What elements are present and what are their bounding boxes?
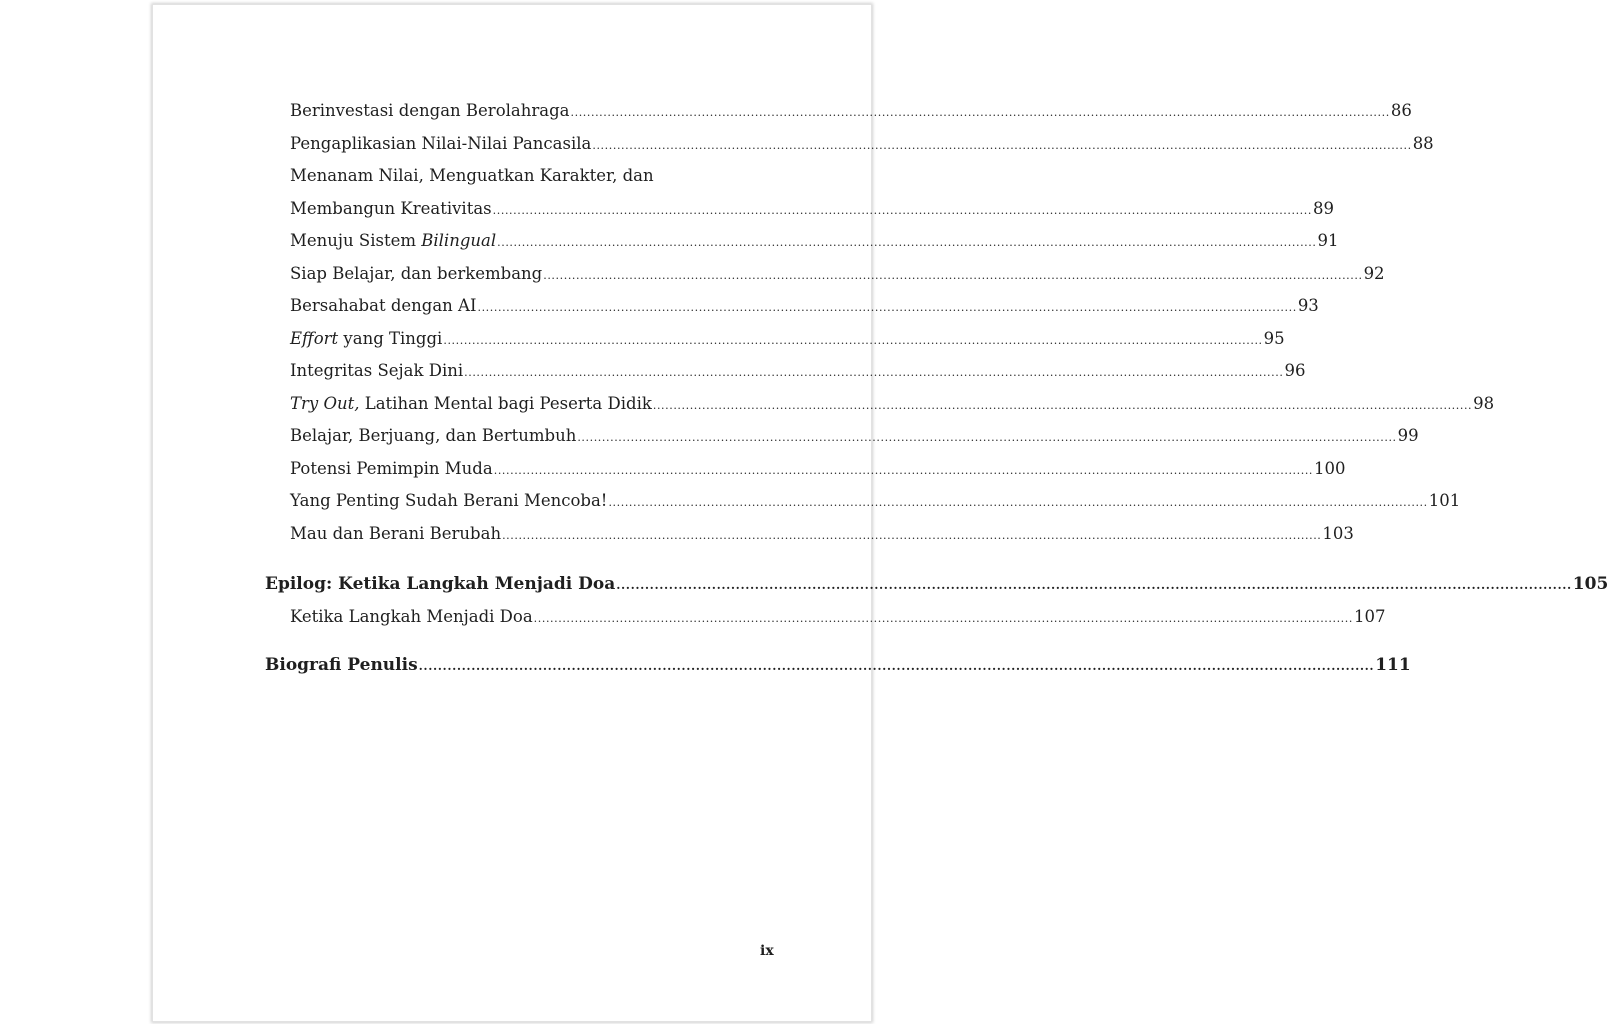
dot-leader: ........................................................................................................................................................................................................ bbox=[464, 366, 1284, 379]
dot-leader: ........................................................................................................................................................................................................ bbox=[497, 236, 1317, 249]
dot-leader: ........................................................................................................................................................................................................ bbox=[477, 301, 1297, 314]
toc-entry-page: 86 bbox=[1390, 101, 1412, 120]
toc-entry-title-text: Latihan Mental bagi Peserta Didik bbox=[359, 393, 652, 413]
toc-entry-title: Membangun Kreativitas bbox=[290, 198, 492, 218]
toc-entry-page: 89 bbox=[1312, 198, 1334, 218]
toc-entry-title bbox=[290, 388, 652, 421]
dot-leader: ........................................................................................................................................................................................................ bbox=[577, 431, 1397, 444]
dot-leader: ........................................................................................................................................................................................................ bbox=[418, 659, 1375, 673]
dot-leader: ........................................................................................................................................................................................................ bbox=[616, 578, 1572, 592]
dot-leader: ........................................................................................................................................................................................................ bbox=[493, 463, 1314, 477]
toc-entry bbox=[265, 355, 1306, 388]
toc-entry-title: Berinvestasi dengan Berolahraga bbox=[290, 101, 570, 120]
toc-entry-title-italic: Effort bbox=[290, 328, 339, 348]
toc-entry-title: Pengaplikasian Nilai-Nilai Pancasila bbox=[290, 133, 592, 153]
toc-entry-page: 91 bbox=[1317, 231, 1339, 250]
toc-entry-page: 93 bbox=[1297, 296, 1319, 315]
toc-entry bbox=[265, 128, 1434, 161]
toc-entry-first-line bbox=[265, 160, 775, 193]
dot-leader: ........................................................................................................................................................................................................ bbox=[543, 268, 1363, 282]
dot-leader: ........................................................................................................................................................................................................ bbox=[533, 611, 1353, 625]
toc-entry-page: 95 bbox=[1263, 328, 1285, 348]
toc-entry-title: Belajar, Berjuang, dan Bertumbuh bbox=[290, 426, 577, 445]
dot-leader: ........................................................................................................................................................................................................ bbox=[608, 496, 1428, 509]
toc-entry-title: Siap Belajar, dan berkembang bbox=[290, 263, 543, 283]
toc-entry bbox=[265, 485, 1461, 518]
toc-entry bbox=[265, 225, 1339, 258]
toc-entry bbox=[265, 518, 1354, 551]
toc-entry bbox=[265, 95, 1412, 128]
dot-leader: ........................................................................................................................................................................................................ bbox=[502, 528, 1322, 542]
toc-entry-title bbox=[290, 323, 442, 356]
toc-entry bbox=[265, 193, 1334, 226]
toc-entry-title: Potensi Pemimpin Muda bbox=[290, 458, 493, 478]
toc-chapter-page: 105 bbox=[1572, 574, 1608, 594]
section-gap bbox=[265, 550, 775, 568]
toc-entry bbox=[265, 258, 1385, 291]
toc-entry-page: 88 bbox=[1412, 133, 1434, 153]
toc-entry-title-text: yang Tinggi bbox=[338, 328, 443, 348]
toc-chapter-title: Biografi Penulis bbox=[265, 655, 418, 675]
page-number: ix bbox=[760, 943, 774, 959]
dot-leader: ........................................................................................................................................................................................................ bbox=[570, 106, 1390, 119]
toc-entry-page: 92 bbox=[1363, 263, 1385, 283]
toc-chapter-biography bbox=[265, 649, 1411, 682]
dot-leader: ........................................................................................................................................................................................................ bbox=[592, 138, 1412, 152]
dot-leader: ........................................................................................................................................................................................................ bbox=[443, 333, 1263, 347]
section-gap bbox=[265, 633, 775, 649]
toc-entry-page: 101 bbox=[1428, 491, 1461, 510]
toc-chapter-epilog bbox=[265, 568, 1608, 601]
toc-entry-title: Ketika Langkah Menjadi Doa bbox=[290, 606, 533, 626]
toc-entry-title-line1: Menanam Nilai, Menguatkan Karakter, dan bbox=[290, 166, 654, 185]
toc-entry bbox=[265, 453, 1346, 486]
toc-entry-title: Yang Penting Sudah Berani Mencoba! bbox=[290, 491, 608, 510]
toc-entry-title: Bersahabat dengan AI bbox=[290, 296, 477, 315]
toc-entry-page: 96 bbox=[1284, 361, 1306, 380]
table-of-contents bbox=[265, 95, 1608, 682]
toc-entry bbox=[265, 323, 1285, 356]
toc-entry bbox=[265, 420, 1419, 453]
toc-entry-title: Integritas Sejak Dini bbox=[290, 361, 464, 380]
book-page bbox=[152, 4, 1608, 1022]
toc-entry bbox=[265, 388, 1495, 421]
toc-entry-title-italic: Try Out, bbox=[290, 393, 360, 413]
dot-leader: ........................................................................................................................................................................................................ bbox=[652, 398, 1473, 412]
toc-entry-title: Mau dan Berani Berubah bbox=[290, 523, 502, 543]
toc-entry-page: 99 bbox=[1397, 426, 1419, 445]
toc-entry-title-text: Menuju Sistem bbox=[290, 231, 422, 250]
toc-chapter-page: 111 bbox=[1375, 655, 1411, 675]
toc-entry-title-italic: Bilingual bbox=[421, 231, 497, 250]
toc-entry-page: 98 bbox=[1473, 393, 1495, 413]
dot-leader: ........................................................................................................................................................................................................ bbox=[492, 203, 1312, 217]
toc-entry-page: 103 bbox=[1322, 523, 1354, 543]
toc-chapter-title: Epilog: Ketika Langkah Menjadi Doa bbox=[265, 574, 616, 594]
toc-entry-page: 107 bbox=[1353, 606, 1386, 626]
toc-entry bbox=[265, 290, 1319, 323]
toc-entry-page: 100 bbox=[1314, 458, 1346, 478]
toc-entry-title bbox=[290, 225, 496, 258]
toc-entry bbox=[265, 601, 1386, 634]
